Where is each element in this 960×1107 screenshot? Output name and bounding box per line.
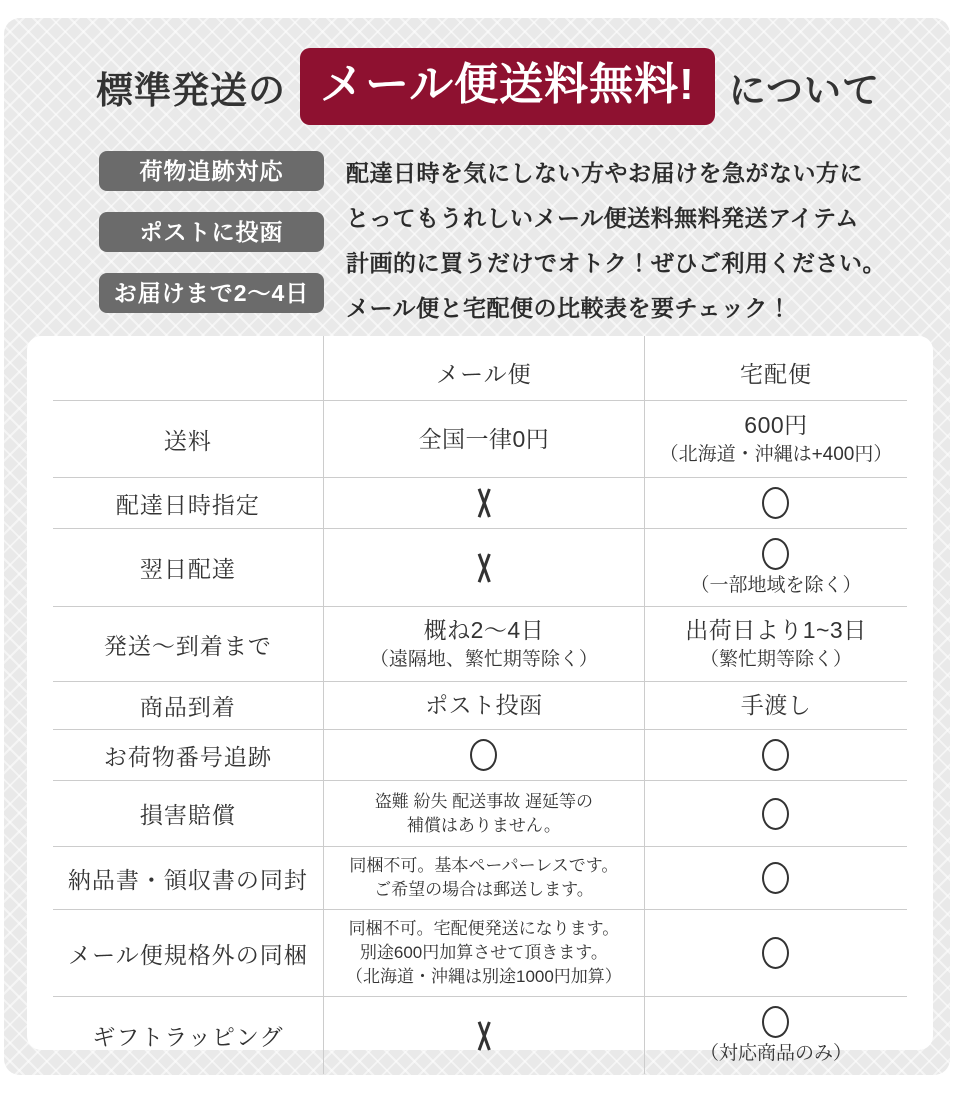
table-row — [53, 729, 907, 780]
row-label: 送料 — [163, 427, 212, 454]
cell-line: 別途600円加算させて頂きます。 — [359, 943, 608, 962]
courier-cell — [644, 529, 907, 606]
cell-line: （遠隔地、繁忙期等除く） — [369, 649, 598, 670]
cell-line: 600円 — [744, 412, 808, 438]
title-suffix: について — [728, 69, 881, 111]
circle-icon — [762, 937, 789, 969]
mail-cell — [323, 997, 644, 1074]
row-label: 納品書・領収書の同封 — [67, 866, 308, 893]
cell-line: 全国一律0円 — [418, 425, 550, 452]
intro-section — [99, 151, 950, 334]
page-title — [4, 18, 950, 125]
intro-line: メール便と宅配便の比較表を要チェック！ — [346, 295, 792, 321]
mail-cell — [323, 730, 644, 780]
cell-line: 補償はありません。 — [406, 815, 561, 835]
mail-cell — [323, 401, 644, 477]
cell-line: 同梱不可。基本ペーパーレスです。 — [349, 856, 619, 875]
row-label: ギフトラッピング — [92, 1024, 284, 1050]
table-row — [53, 477, 907, 528]
table-row — [53, 606, 907, 681]
courier-cell — [644, 997, 907, 1074]
feature-badges — [99, 151, 324, 334]
table-row — [53, 909, 907, 996]
row-label: 発送〜到着まで — [103, 632, 272, 659]
cell-line: 同梱不可。宅配便発送になります。 — [348, 919, 620, 938]
cell-line: （対応商品のみ） — [699, 1043, 852, 1064]
table-row — [53, 400, 907, 477]
courier-cell — [644, 607, 907, 681]
cell-line: ポスト投函 — [425, 692, 543, 718]
column-header: 宅配便 — [644, 336, 907, 400]
circle-icon — [762, 798, 789, 830]
table-header-row — [53, 336, 907, 400]
row-label: 翌日配達 — [139, 556, 236, 582]
intro-line: とってもうれしいメール便送料無料発送アイテム — [346, 205, 859, 231]
table-row — [53, 846, 907, 909]
circle-icon — [762, 1006, 789, 1038]
cell-line: （一部地域を除く） — [690, 575, 862, 596]
mail-cell — [323, 682, 644, 729]
comparison-card — [27, 336, 933, 1064]
table-row — [53, 528, 907, 606]
cell-line: （繁忙期等除く） — [699, 649, 852, 670]
circle-icon — [762, 487, 789, 519]
feature-badge-postbox: ポストに投函 — [99, 212, 324, 252]
intro-line: 計画的に買うだけでオトク！ぜひご利用ください。 — [346, 250, 887, 276]
row-label: 損害賠償 — [139, 802, 236, 828]
courier-cell — [644, 478, 907, 528]
title-prefix: 標準発送の — [96, 69, 286, 111]
cell-line: 概ね2〜4日 — [423, 617, 545, 643]
cell-line: 手渡し — [740, 692, 812, 718]
mail-cell — [323, 910, 644, 996]
table-row — [53, 996, 907, 1074]
row-label: 商品到着 — [139, 694, 236, 720]
cross-icon — [473, 488, 495, 518]
row-label: メール便規格外の同梱 — [68, 941, 308, 968]
courier-cell — [644, 682, 907, 729]
column-header: メール便 — [323, 336, 644, 400]
comparison-table — [53, 336, 907, 1074]
cell-line: 盗難 紛失 配送事故 遅延等の — [374, 791, 593, 811]
mail-cell — [323, 847, 644, 909]
mail-cell — [323, 529, 644, 606]
title-highlight-badge: メール便送料無料! — [300, 48, 715, 125]
intro-text — [346, 151, 886, 334]
cross-icon — [473, 553, 495, 583]
courier-cell — [644, 910, 907, 996]
mail-cell — [323, 478, 644, 528]
courier-cell — [644, 847, 907, 909]
courier-cell — [644, 781, 907, 846]
feature-badge-tracking: 荷物追跡対応 — [99, 151, 324, 191]
table-row — [53, 780, 907, 846]
cell-line: 出荷日より1~3日 — [685, 617, 867, 643]
row-label: お荷物番号追跡 — [103, 743, 272, 770]
column-header — [53, 336, 323, 400]
cell-line: （北海道・沖縄は別途1000円加算） — [345, 967, 622, 986]
cell-line: （北海道・沖縄は+400円） — [659, 444, 893, 465]
circle-icon — [762, 862, 789, 894]
circle-icon — [762, 739, 789, 771]
circle-icon — [762, 538, 789, 570]
mail-cell — [323, 781, 644, 846]
intro-line: 配達日時を気にしない方やお届けを急がない方に — [346, 160, 863, 186]
promo-panel — [4, 18, 950, 1075]
courier-cell — [644, 401, 907, 477]
feature-badge-delivery-days: お届けまで2〜4日 — [99, 273, 324, 313]
mail-cell — [323, 607, 644, 681]
cell-line: ご希望の場合は郵送します。 — [374, 880, 594, 899]
table-row — [53, 681, 907, 729]
cross-icon — [473, 1021, 495, 1051]
row-label: 配達日時指定 — [115, 491, 260, 518]
circle-icon — [470, 739, 497, 771]
courier-cell — [644, 730, 907, 780]
